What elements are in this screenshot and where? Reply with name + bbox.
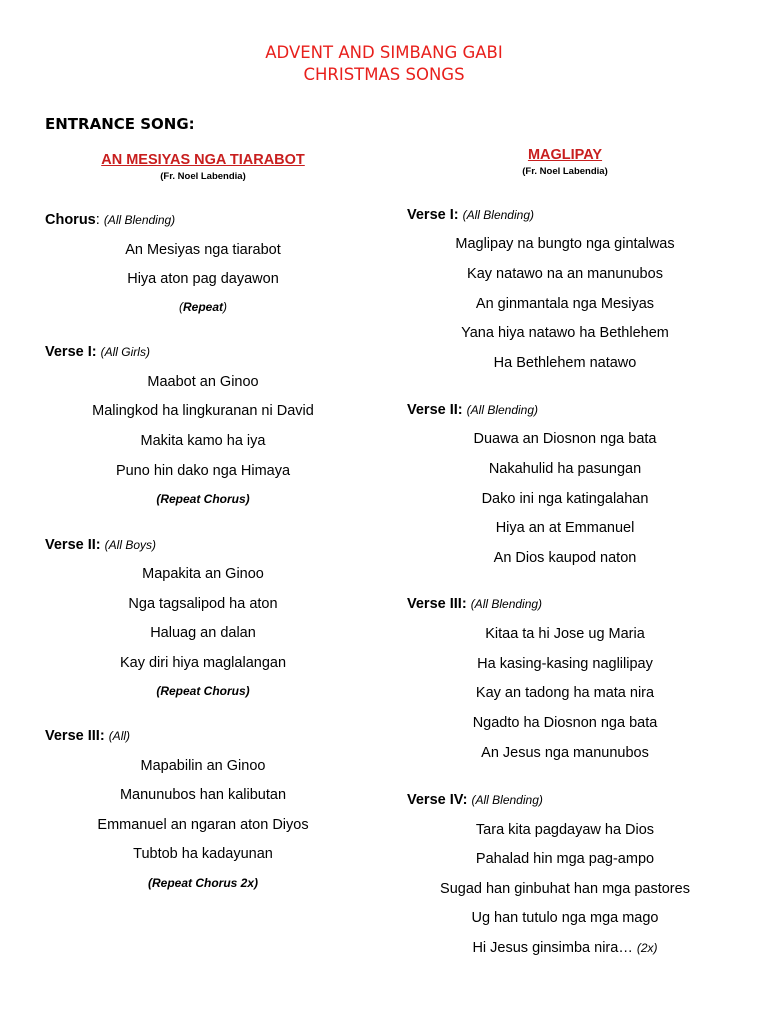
lyric-line: Ngadto ha Diosnon nga bata xyxy=(472,715,658,731)
verse-label-text: Verse II: xyxy=(407,402,463,418)
verse-note: (All Blending) xyxy=(462,208,534,222)
lyric-line: Kay natawo na an manunubos xyxy=(467,266,663,282)
entrance-song-label: ENTRANCE SONG: xyxy=(45,115,195,133)
song1-verse2-label xyxy=(45,537,156,553)
title-line-2: CHRISTMAS SONGS xyxy=(303,65,465,84)
lyric-line: An Jesus nga manunubos xyxy=(481,745,649,761)
song1-author: (Fr. Noel Labendia) xyxy=(160,171,246,182)
lyric-line: An Dios kaupod naton xyxy=(493,550,637,566)
verse-label-text: Verse I: xyxy=(45,344,97,360)
verse-label-text: Verse III: xyxy=(407,596,467,612)
verse-repeat-note xyxy=(45,492,361,506)
lyric-line: Maabot an Ginoo xyxy=(147,374,259,390)
lyric-line: Dako ini nga katingalahan xyxy=(481,491,649,507)
chorus-colon: : xyxy=(95,212,100,228)
lyric-line: Kay an tadong ha mata nira xyxy=(475,685,655,701)
lyric-line: Malingkod ha lingkuranan ni David xyxy=(92,403,314,419)
lyric-line: Mapabilin an Ginoo xyxy=(140,758,266,774)
verse-label-text: Verse I: xyxy=(407,207,459,223)
lyric-line: An ginmantala nga Mesiyas xyxy=(475,296,655,312)
verse-label-text: Verse III: xyxy=(45,728,105,744)
verse-note: (All) xyxy=(108,729,131,743)
lyric-line: Manunubos han kalibutan xyxy=(119,787,287,803)
lyric-line: Puno hin dako nga Himaya xyxy=(115,463,291,479)
lyric-line: Sugad han ginbuhat han mga pastores xyxy=(440,881,690,897)
repeat-text: (Repeat Chorus 2x) xyxy=(147,876,259,890)
lyric-line: Maglipay na bungto nga gintalwas xyxy=(455,236,675,252)
repeat-text: (Repeat Chorus) xyxy=(156,492,250,506)
lyric-line: Emmanuel an ngaran aton Diyos xyxy=(97,817,309,833)
lyric-line-last xyxy=(407,940,723,956)
song1-verse3-label xyxy=(45,728,130,744)
chorus-note: (All Blending) xyxy=(103,213,176,227)
lyric-line: Yana hiya natawo ha Bethlehem xyxy=(461,325,669,341)
repeat-paren-open: ( xyxy=(178,300,183,314)
lyric-line: An Mesiyas nga tiarabot xyxy=(125,242,281,258)
lyric-line: Mapakita an Ginoo xyxy=(142,566,264,582)
lyric-line: Kitaa ta hi Jose ug Maria xyxy=(485,626,645,642)
song2-author: (Fr. Noel Labendia) xyxy=(522,166,608,177)
verse-note: (All Girls) xyxy=(100,345,150,359)
repeat-text: Repeat xyxy=(182,300,223,314)
verse-note: (All Boys) xyxy=(104,538,156,552)
song2-verse1-label xyxy=(407,207,534,223)
lyric-line: Ha kasing-kasing naglilipay xyxy=(477,656,653,672)
song1-title: AN MESIYAS NGA TIARABOT xyxy=(101,152,305,168)
lyric-line: Nakahulid ha pasungan xyxy=(488,461,642,477)
lyric-line: Haluag an dalan xyxy=(150,625,256,641)
lyric-line: Makita kamo ha iya xyxy=(140,433,266,449)
repeat-paren-close: ) xyxy=(223,300,227,314)
chorus-repeat-note xyxy=(45,300,361,314)
verse-label-text: Verse IV: xyxy=(407,792,468,808)
lyric-line: Nga tagsalipod ha aton xyxy=(128,596,278,612)
lyric-line: Pahalad hin mga pag-ampo xyxy=(475,851,655,867)
title-line-1: ADVENT AND SIMBANG GABI xyxy=(265,43,503,62)
verse-label-text: Verse II: xyxy=(45,537,101,553)
lyric-line: Tara kita pagdayaw ha Dios xyxy=(475,822,655,838)
lyric-line: Hiya aton pag dayawon xyxy=(127,271,279,287)
lyric-line: Ug han tutulo nga mga mago xyxy=(471,910,659,926)
lyric-line: Ha Bethlehem natawo xyxy=(493,355,637,371)
verse-note: (All Blending) xyxy=(466,403,539,417)
lyric-text: Hi Jesus ginsimba nira… xyxy=(472,940,633,956)
lyric-line: Duawa an Diosnon nga bata xyxy=(473,431,657,447)
lyric-line: Hiya an at Emmanuel xyxy=(495,520,635,536)
repeat-text: (Repeat Chorus) xyxy=(156,684,250,698)
document-title xyxy=(0,42,768,86)
lyric-line: Tubtob ha kadayunan xyxy=(133,846,273,862)
verse-repeat-note xyxy=(45,684,361,698)
repeat-suffix: (2x) xyxy=(636,941,658,955)
lyric-line: Kay diri hiya maglalangan xyxy=(119,655,287,671)
song2-verse3-label xyxy=(407,596,542,612)
song1-chorus-label xyxy=(45,212,175,228)
song2-verse4-label xyxy=(407,792,543,808)
chorus-label-text: Chorus xyxy=(45,212,96,228)
song1-verse1-label xyxy=(45,344,150,360)
verse-note: (All Blending) xyxy=(470,597,543,611)
song2-verse2-label xyxy=(407,402,538,418)
verse-repeat-note xyxy=(45,876,361,890)
verse-note: (All Blending) xyxy=(471,793,543,807)
song2-title: MAGLIPAY xyxy=(527,147,603,163)
